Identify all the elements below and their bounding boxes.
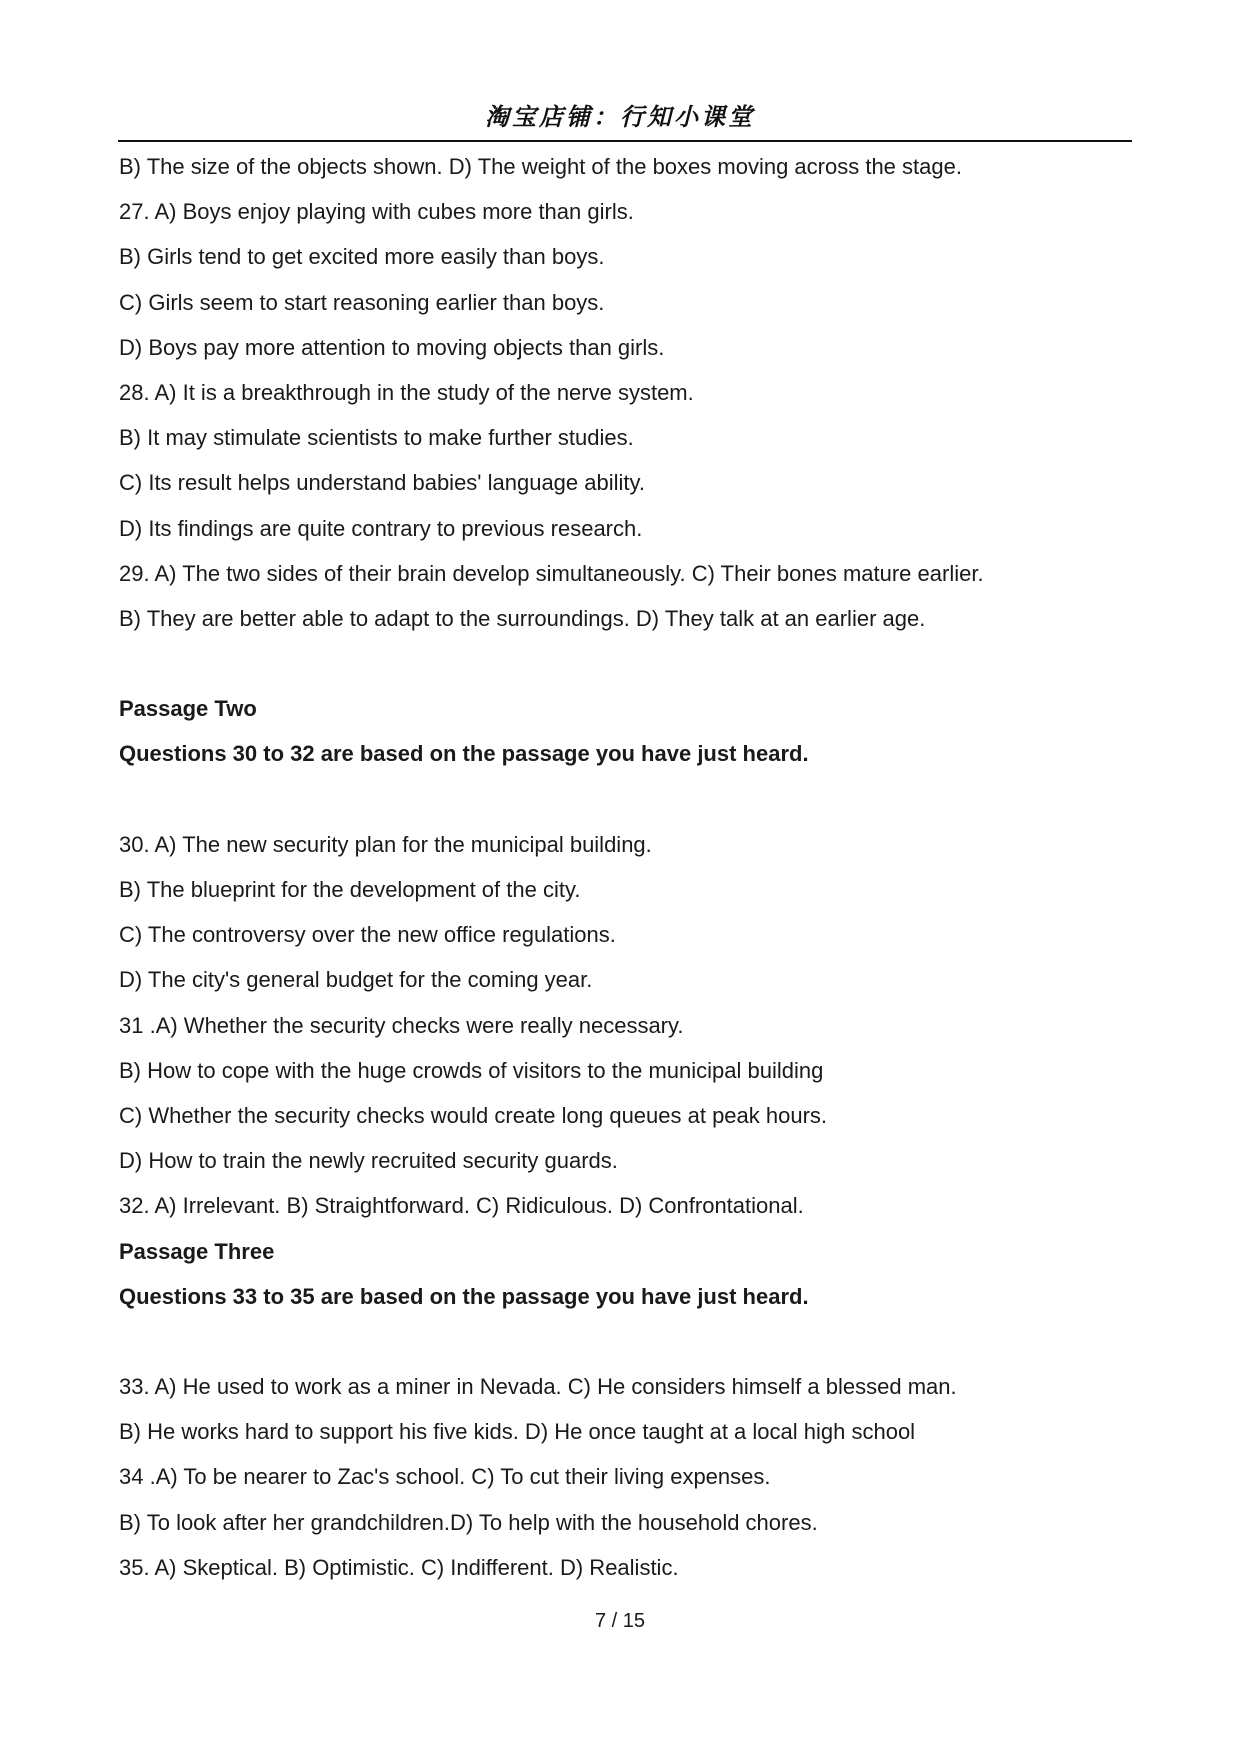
text-line: B) Girls tend to get excited more easily than boys. bbox=[119, 244, 605, 270]
text-line: C) The controversy over the new office regulations. bbox=[119, 922, 616, 948]
text-line: 27. A) Boys enjoy playing with cubes more than girls. bbox=[119, 199, 634, 225]
text-line: B) To look after her grandchildren.D) To help with the household chores. bbox=[119, 1509, 818, 1535]
text-line: B) It may stimulate scientists to make further studies. bbox=[119, 425, 634, 451]
text-line: 34 .A) To be nearer to Zac's school. C) To cut their living expenses. bbox=[119, 1464, 771, 1490]
text-line: C) Girls seem to start reasoning earlier than boys. bbox=[119, 289, 605, 315]
text-line: B) They are better able to adapt to the surroundings. D) They talk at an earlier age. bbox=[119, 605, 926, 631]
blank-line bbox=[119, 785, 1129, 830]
text-line: D) The city's general budget for the coming year. bbox=[119, 967, 593, 993]
section-heading: Questions 33 to 35 are based on the passage you have just heard. bbox=[119, 1283, 809, 1309]
text-line: 28. A) It is a breakthrough in the study of the nerve system. bbox=[119, 379, 694, 405]
text-line: C) Its result helps understand babies' language ability. bbox=[119, 470, 645, 496]
text-line: D) How to train the newly recruited security guards. bbox=[119, 1148, 618, 1174]
header-divider bbox=[118, 140, 1132, 142]
page-header-title: 淘宝店铺：行知小课堂 bbox=[485, 103, 755, 131]
text-line: 32. A) Irrelevant. B) Straightforward. C) Ridiculous. D) Confrontational. bbox=[119, 1193, 804, 1219]
text-line: D) Its findings are quite contrary to previous research. bbox=[119, 515, 643, 541]
blank-line bbox=[119, 649, 1129, 694]
text-line: B) He works hard to support his five kids. D) He once taught at a local high school bbox=[119, 1419, 916, 1445]
text-line: 33. A) He used to work as a miner in Nevada. C) He considers himself a blessed man. bbox=[119, 1374, 957, 1400]
text-line: D) Boys pay more attention to moving objects than girls. bbox=[119, 334, 665, 360]
text-line: 35. A) Skeptical. B) Optimistic. C) Indifferent. D) Realistic. bbox=[119, 1554, 679, 1580]
text-line: C) Whether the security checks would create long queues at peak hours. bbox=[119, 1102, 828, 1128]
document-body bbox=[119, 152, 1129, 1598]
section-heading: Passage Two bbox=[119, 696, 257, 722]
blank-line bbox=[119, 1327, 1129, 1372]
text-line: 30. A) The new security plan for the municipal building. bbox=[119, 831, 652, 857]
page-number: 7 / 15 bbox=[594, 1610, 646, 1632]
text-line: B) The blueprint for the development of the city. bbox=[119, 877, 581, 902]
text-line: 29. A) The two sides of their brain develop simultaneously. C) Their bones mature earlier. bbox=[119, 560, 984, 586]
section-heading: Questions 30 to 32 are based on the passage you have just heard. bbox=[119, 741, 809, 767]
text-line: B) How to cope with the huge crowds of visitors to the municipal building bbox=[119, 1057, 824, 1083]
text-line: B) The size of the objects shown. D) The weight of the boxes moving across the stage. bbox=[119, 154, 962, 179]
text-line: 31 .A) Whether the security checks were really necessary. bbox=[119, 1012, 684, 1038]
section-heading: Passage Three bbox=[119, 1238, 275, 1264]
